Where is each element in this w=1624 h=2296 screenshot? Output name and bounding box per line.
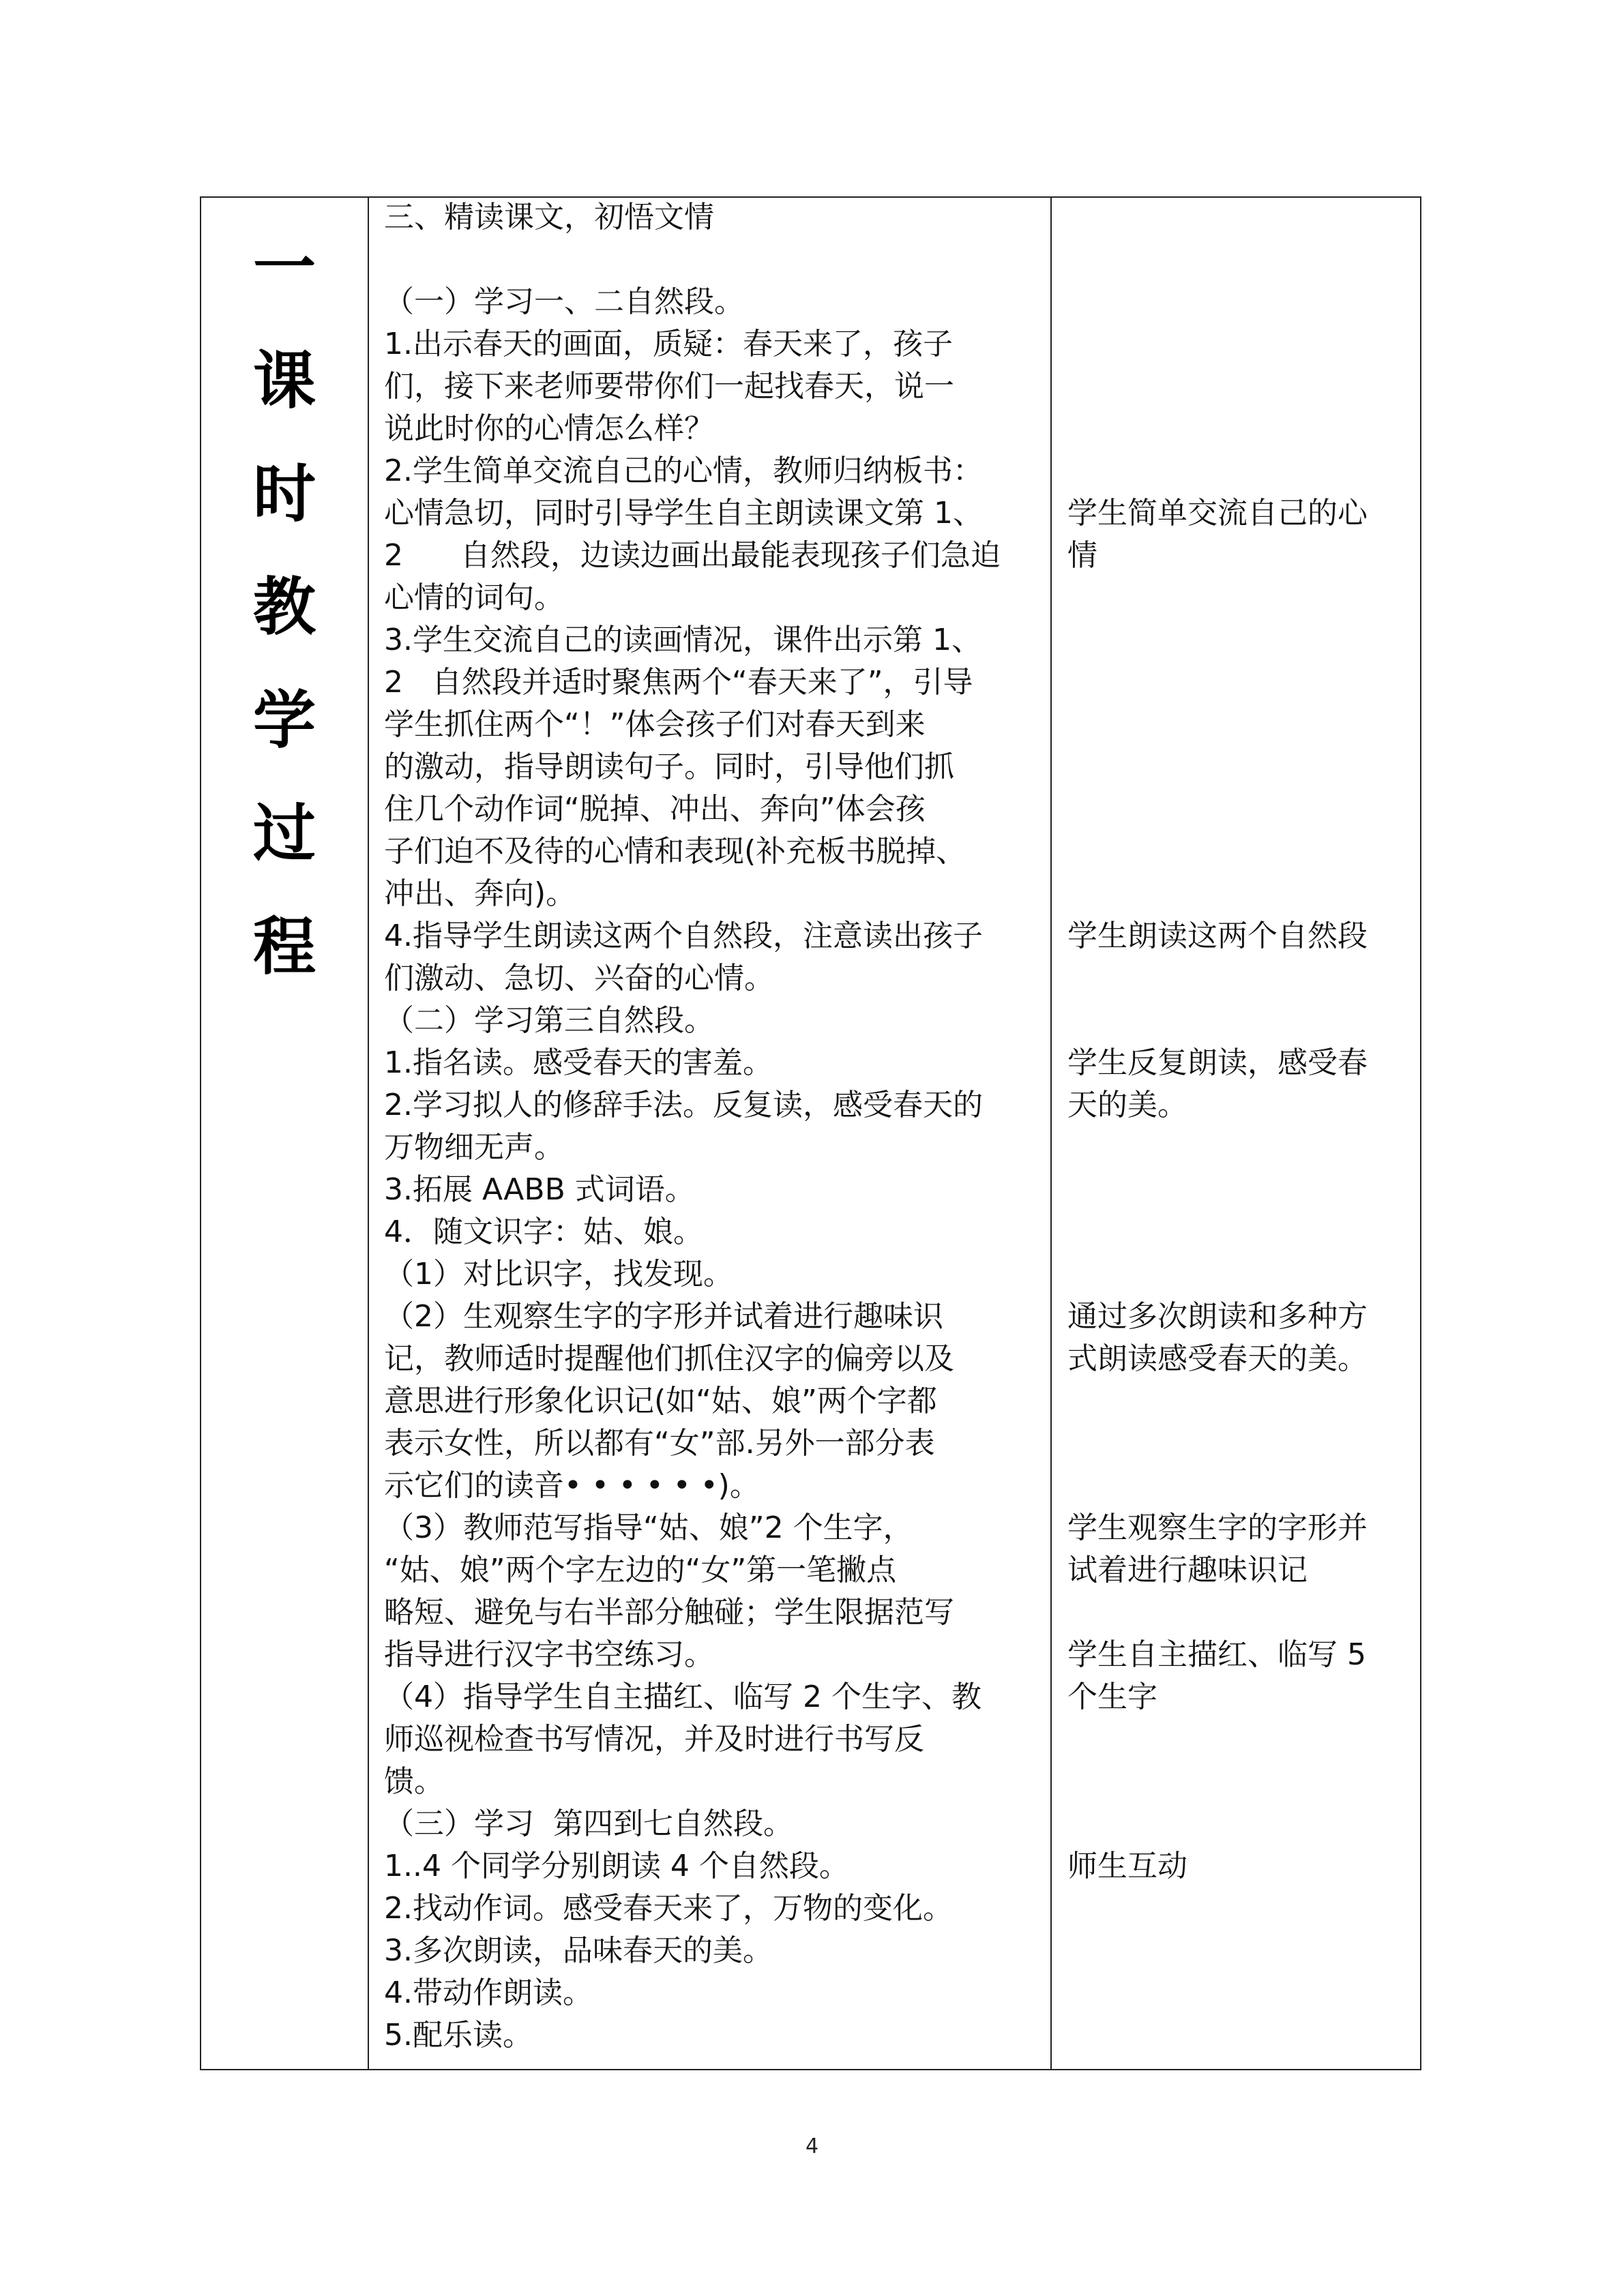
process-line: 3.学生交流自己的读画情况，课件出示第 1、 <box>384 623 981 657</box>
title-char: 学 <box>252 683 316 757</box>
process-line: 4.指导学生朗读这两个自然段，注意读出孩子 <box>384 919 983 953</box>
column-divider <box>1050 198 1052 2069</box>
process-line: （三）学习 第四到七自然段。 <box>384 1806 793 1841</box>
activity-line: 式朗读感受春天的美。 <box>1067 1341 1368 1376</box>
process-line: 4．随文识字：姑、娘。 <box>384 1214 703 1249</box>
column-divider <box>368 198 369 2069</box>
activity-line: 个生字 <box>1067 1680 1157 1714</box>
activity-line: 师生互动 <box>1067 1849 1187 1883</box>
process-line: 3.拓展 AABB 式词语。 <box>384 1172 695 1207</box>
process-line: 1..4 个同学分别朗读 4 个自然段。 <box>384 1849 849 1883</box>
title-char: 课 <box>252 344 316 417</box>
process-line: 略短、避免与右半部分触碰；学生限据范写 <box>384 1595 954 1630</box>
process-line: 表示女性，所以都有“女”部.另外一部分表 <box>384 1426 935 1461</box>
activity-line: 试着进行趣味识记 <box>1067 1553 1308 1587</box>
process-line: 馈。 <box>384 1764 444 1799</box>
process-line: 说此时你的心情怎么样？ <box>384 411 714 446</box>
title-char: 时 <box>252 457 316 531</box>
activity-line: 学生反复朗读，感受春 <box>1067 1045 1368 1080</box>
process-line: 5.配乐读。 <box>384 2018 533 2053</box>
process-line: （一）学习一、二自然段。 <box>384 284 744 319</box>
process-line: 示它们的读音• • • • • •)。 <box>384 1468 760 1503</box>
process-line: 心情急切，同时引导学生自主朗读课文第 1、 <box>384 496 983 531</box>
process-line: 2 自然段并适时聚焦两个“春天来了”，引导 <box>384 665 973 700</box>
process-line: 2.学生简单交流自己的心情，教师归纳板书： <box>384 453 983 488</box>
process-line: 们，接下来老师要带你们一起找春天，说一 <box>384 369 954 404</box>
process-line: 心情的词句。 <box>384 580 564 615</box>
process-line: 2.学习拟人的修辞手法。反复读，感受春天的 <box>384 1088 983 1122</box>
process-line: 的激动，指导朗读句子。同时，引导他们抓 <box>384 749 954 784</box>
process-line: 们激动、急切、兴奋的心情。 <box>384 961 774 996</box>
process-line: （1）对比识字，找发现。 <box>384 1257 733 1292</box>
process-line: 2.找动作词。感受春天来了，万物的变化。 <box>384 1891 953 1926</box>
page-number: 4 <box>805 2134 819 2158</box>
process-line: 4.带动作朗读。 <box>384 1976 593 2010</box>
activity-line: 学生简单交流自己的心 <box>1067 496 1368 531</box>
lesson-table <box>200 196 1421 2070</box>
title-char: 一 <box>252 230 316 304</box>
process-line: 1.指名读。感受春天的害羞。 <box>384 1045 773 1080</box>
title-char: 程 <box>252 910 316 983</box>
process-line: （二）学习第三自然段。 <box>384 1003 714 1038</box>
process-line: 冲出、奔向)。 <box>384 876 576 911</box>
process-line: （3）教师范写指导“姑、娘”2 个生字， <box>384 1510 913 1545</box>
process-line: 意思进行形象化识记(如“姑、娘”两个字都 <box>384 1384 937 1418</box>
activity-line: 学生朗读这两个自然段 <box>1067 919 1368 953</box>
activity-line: 情 <box>1067 538 1097 573</box>
activity-line: 学生观察生字的字形并 <box>1067 1510 1368 1545</box>
process-line: 1.出示春天的画面，质疑：春天来了，孩子 <box>384 327 953 361</box>
process-line: 三、精读课文，初悟文情 <box>384 200 714 235</box>
process-line: 2 自然段，边读边画出最能表现孩子们急迫 <box>384 538 1001 573</box>
process-line: 指导进行汉字书空练习。 <box>384 1637 714 1672</box>
process-line: 万物细无声。 <box>384 1130 564 1165</box>
activity-line: 天的美。 <box>1067 1088 1187 1122</box>
process-line: 学生抓住两个“！”体会孩子们对春天到来 <box>384 707 926 742</box>
process-line: （2）生观察生字的字形并试着进行趣味识 <box>384 1299 943 1334</box>
process-line: 记，教师适时提醒他们抓住汉字的偏旁以及 <box>384 1341 954 1376</box>
process-line: （4）指导学生自主描红、临写 2 个生字、教 <box>384 1680 981 1714</box>
process-line: 师巡视检查书写情况，并及时进行书写反 <box>384 1722 924 1757</box>
activity-line: 通过多次朗读和多种方 <box>1067 1299 1368 1334</box>
process-line: 子们迫不及待的心情和表现(补充板书脱掉、 <box>384 834 966 869</box>
process-line: 住几个动作词“脱掉、冲出、奔向”体会孩 <box>384 792 926 826</box>
process-line: 3.多次朗读，品味春天的美。 <box>384 1933 773 1968</box>
title-char: 过 <box>252 796 316 870</box>
title-char: 教 <box>252 570 316 644</box>
process-line: “姑、娘”两个字左边的“女”第一笔撇点 <box>384 1553 897 1587</box>
activity-line: 学生自主描红、临写 5 <box>1067 1637 1366 1672</box>
